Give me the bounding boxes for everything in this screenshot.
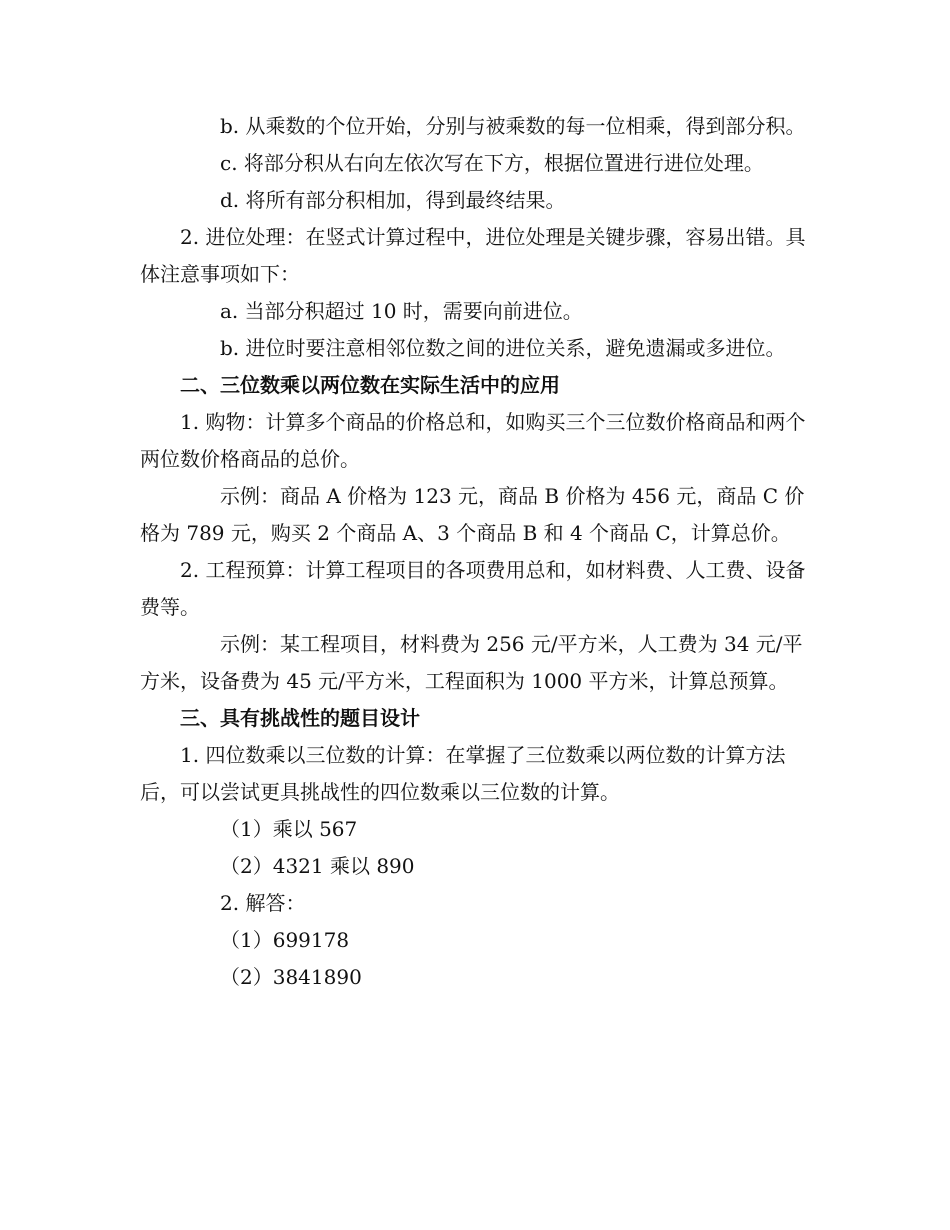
- problem-2-item: （2）4321 乘以 890: [220, 854, 415, 878]
- answers-heading: 2. 解答：: [220, 891, 306, 915]
- carry-note-b-paragraph: b. 进位时要注意相邻位数之间的进位关系，避免遗漏或多进位。: [220, 336, 786, 360]
- carry-handling-paragraph: 2. 进位处理：在竖式计算过程中，进位处理是关键步骤，容易出错。具体注意事项如下：: [140, 225, 806, 286]
- shopping-example-paragraph: 示例：商品 A 价格为 123 元，商品 B 价格为 456 元，商品 C 价格为 789 元，购买 2 个商品 A、3 个商品 B 和 4 个商品 C，计算总价。: [140, 484, 805, 545]
- budget-example-paragraph: 示例：某工程项目，材料费为 256 元/平方米，人工费为 34 元/平方米，设备费为 45 元/平方米，工程面积为 1000 平方米，计算总预算。: [140, 632, 803, 693]
- shopping-paragraph: 1. 购物：计算多个商品的价格总和，如购买三个三位数价格商品和两个两位数价格商品的总价。: [140, 410, 806, 471]
- budget-paragraph: 2. 工程预算：计算工程项目的各项费用总和，如材料费、人工费、设备费等。: [140, 558, 806, 619]
- problem-1-item: （1）乘以 567: [220, 817, 358, 841]
- document-body: [140, 108, 820, 996]
- step-b-paragraph: b. 从乘数的个位开始，分别与被乘数的每一位相乘，得到部分积。: [220, 114, 806, 138]
- step-c-paragraph: c. 将部分积从右向左依次写在下方，根据位置进行进位处理。: [220, 151, 764, 175]
- section-heading-challenges: 三、具有挑战性的题目设计: [180, 706, 420, 730]
- section-heading-applications: 二、三位数乘以两位数在实际生活中的应用: [180, 373, 560, 397]
- carry-note-a-paragraph: a. 当部分积超过 10 时，需要向前进位。: [220, 299, 583, 323]
- step-d-paragraph: d. 将所有部分积相加，得到最终结果。: [220, 188, 566, 212]
- answer-1-item: （1）699178: [220, 928, 350, 952]
- challenge-paragraph: 1. 四位数乘以三位数的计算：在掌握了三位数乘以两位数的计算方法后，可以尝试更具挑战性的四位数乘以三位数的计算。: [140, 743, 786, 804]
- answer-2-item: （2）3841890: [220, 965, 362, 989]
